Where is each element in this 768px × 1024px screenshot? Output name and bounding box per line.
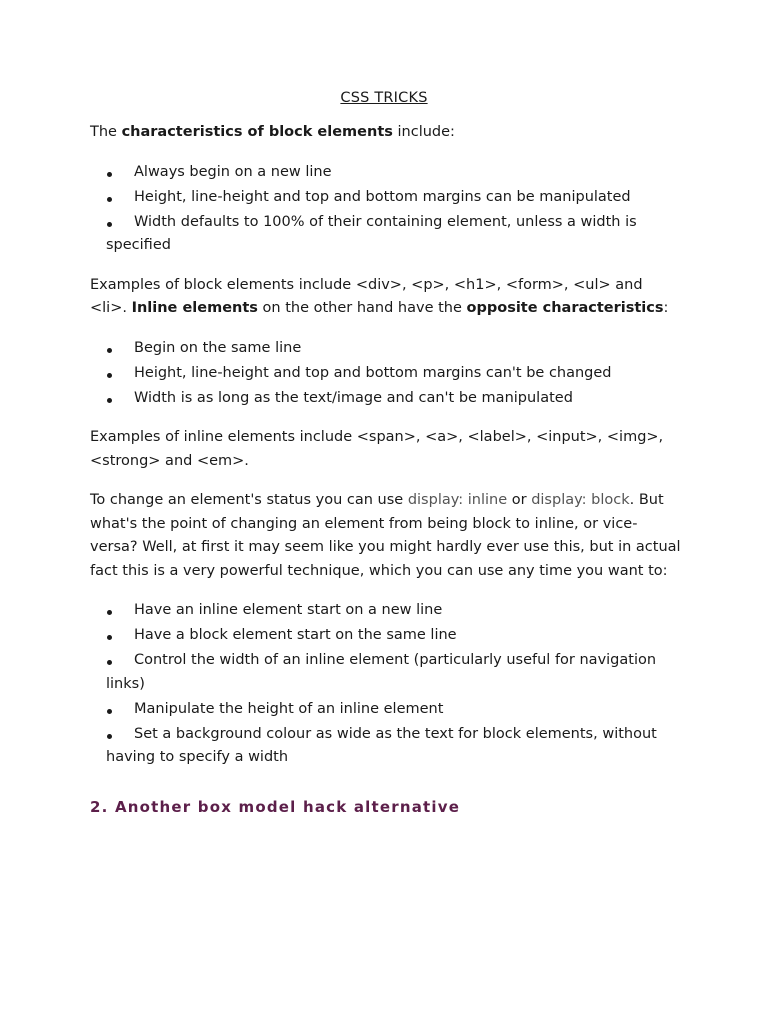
list-item-text: Always begin on a new line xyxy=(134,163,332,180)
list-item-text: Control the width of an inline element (particularly useful for navigation links) xyxy=(106,652,657,692)
list-item xyxy=(90,698,682,722)
text: include: xyxy=(392,124,455,140)
inline-characteristics-list xyxy=(90,337,682,411)
list-item-text: Height, line-height and top and bottom margins can't be changed xyxy=(134,364,612,381)
text: The xyxy=(90,124,122,140)
list-item-text: Set a background colour as wide as the text for block elements, without having to specify a width xyxy=(106,725,657,765)
text: : xyxy=(663,300,669,316)
list-item-text: Height, line-height and top and bottom margins can be manipulated xyxy=(134,188,631,205)
bold-text: characteristics of block elements xyxy=(121,124,393,140)
list-item xyxy=(90,362,682,386)
section-heading: 2. Another box model hack alternative xyxy=(90,797,461,816)
block-characteristics-list xyxy=(90,161,682,258)
list-item xyxy=(90,161,682,185)
uses-list xyxy=(90,599,682,770)
list-item xyxy=(90,599,682,623)
text: on the other hand have the xyxy=(257,300,467,316)
list-item xyxy=(90,723,682,770)
text: . But what's the point of changing an element from being block to inline, or vice-versa? Well, at first it may seem like you might hardly ever use this, but in actual fact this is a very powerful technique, which you can use any time you want to: xyxy=(90,492,681,579)
bold-text: Inline elements xyxy=(131,300,258,316)
list-item xyxy=(90,211,682,258)
list-item xyxy=(90,624,682,648)
list-item-text: Have an inline element start on a new line xyxy=(134,602,443,618)
list-item-text: Width is as long as the text/image and can't be manipulated xyxy=(134,389,573,406)
list-item-text: Manipulate the height of an inline element xyxy=(134,700,444,717)
text: To change an element's status you can use xyxy=(90,492,408,508)
code-text: display: block xyxy=(531,492,630,508)
text: or xyxy=(507,492,532,508)
document-body xyxy=(90,121,682,819)
list-item xyxy=(90,337,682,361)
list-item-text: Width defaults to 100% of their containing element, unless a width is specified xyxy=(106,213,637,253)
list-item-text: Have a block element start on the same line xyxy=(134,627,457,643)
list-item xyxy=(90,186,682,210)
intro-paragraph xyxy=(90,121,682,145)
list-item xyxy=(90,387,682,411)
list-item-text: Begin on the same line xyxy=(134,339,302,356)
list-item xyxy=(90,649,682,696)
display-paragraph xyxy=(90,489,682,583)
inline-examples-paragraph: Examples of inline elements include <span>, <a>, <label>, <input>, <img>, <strong> and <em>. xyxy=(90,429,664,469)
text: Examples of block elements include <div>, <p>, <h1>, <form>, <ul> and <li>. xyxy=(90,276,643,316)
block-examples-paragraph xyxy=(90,274,682,321)
code-text: display: inline xyxy=(407,492,508,508)
bold-text: opposite characteristics xyxy=(466,300,664,316)
page-title: CSS TRICKS xyxy=(340,90,428,106)
